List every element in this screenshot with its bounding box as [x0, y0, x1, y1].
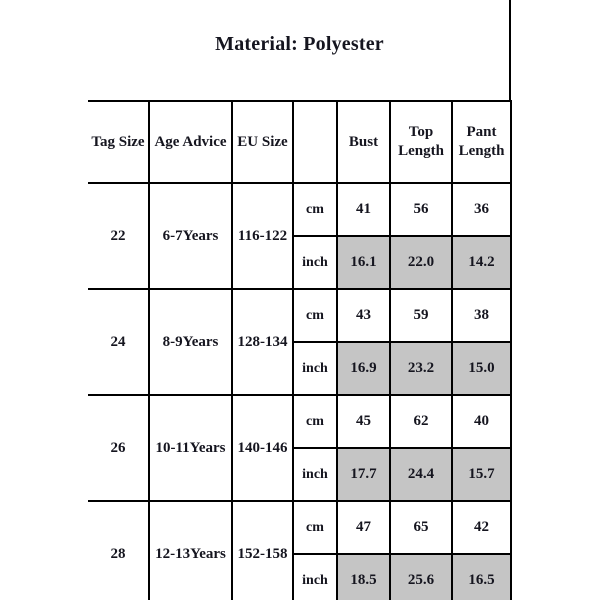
cell-bust-cm: 41 — [337, 183, 390, 236]
cell-bust-inch: 16.1 — [337, 236, 390, 289]
cell-top-length-inch: 25.6 — [390, 554, 452, 600]
header-row — [88, 101, 511, 183]
unit-label-cm: cm — [293, 501, 337, 554]
cell-eu-size: 128-134 — [232, 289, 293, 395]
col-header-bust: Bust — [337, 101, 390, 183]
cell-top-length-cm: 59 — [390, 289, 452, 342]
cell-bust-inch: 16.9 — [337, 342, 390, 395]
cell-age-advice: 12-13Years — [149, 501, 232, 600]
unit-label-inch: inch — [293, 554, 337, 600]
cell-eu-size: 140-146 — [232, 395, 293, 501]
cell-top-length-inch: 23.2 — [390, 342, 452, 395]
size-chart-table — [88, 100, 512, 600]
cell-bust-inch: 18.5 — [337, 554, 390, 600]
col-header-pant-length: Pant Length — [452, 101, 511, 183]
cell-pant-length-inch: 15.0 — [452, 342, 511, 395]
cell-age-advice: 8-9Years — [149, 289, 232, 395]
cell-tag-size: 26 — [88, 395, 149, 501]
cell-bust-cm: 47 — [337, 501, 390, 554]
cell-top-length-inch: 22.0 — [390, 236, 452, 289]
cell-tag-size: 24 — [88, 289, 149, 395]
unit-label-cm: cm — [293, 395, 337, 448]
table-row-24-cm — [88, 289, 511, 342]
cell-top-length-cm: 62 — [390, 395, 452, 448]
unit-label-cm: cm — [293, 183, 337, 236]
table-row-28-cm — [88, 501, 511, 554]
cell-age-advice: 10-11Years — [149, 395, 232, 501]
cell-age-advice: 6-7Years — [149, 183, 232, 289]
table-row-22-cm — [88, 183, 511, 236]
cell-bust-cm: 45 — [337, 395, 390, 448]
cell-top-length-cm: 56 — [390, 183, 452, 236]
col-header-tag-size: Tag Size — [88, 101, 149, 183]
cell-pant-length-inch: 16.5 — [452, 554, 511, 600]
cell-eu-size: 152-158 — [232, 501, 293, 600]
unit-label-inch: inch — [293, 236, 337, 289]
cell-top-length-inch: 24.4 — [390, 448, 452, 501]
cell-pant-length-cm: 40 — [452, 395, 511, 448]
cell-tag-size: 28 — [88, 501, 149, 600]
cell-pant-length-cm: 42 — [452, 501, 511, 554]
right-vertical-rule — [509, 0, 511, 102]
cell-pant-length-inch: 15.7 — [452, 448, 511, 501]
col-header-age-advice: Age Advice — [149, 101, 232, 183]
cell-eu-size: 116-122 — [232, 183, 293, 289]
page-title: Material: Polyester — [215, 33, 384, 55]
cell-bust-cm: 43 — [337, 289, 390, 342]
col-header-eu-size: EU Size — [232, 101, 293, 183]
col-header-unit-spacer — [293, 101, 337, 183]
cell-bust-inch: 17.7 — [337, 448, 390, 501]
cell-tag-size: 22 — [88, 183, 149, 289]
cell-top-length-cm: 65 — [390, 501, 452, 554]
cell-pant-length-cm: 36 — [452, 183, 511, 236]
col-header-top-length: Top Length — [390, 101, 452, 183]
cell-pant-length-inch: 14.2 — [452, 236, 511, 289]
unit-label-inch: inch — [293, 342, 337, 395]
table-row-26-cm — [88, 395, 511, 448]
unit-label-inch: inch — [293, 448, 337, 501]
unit-label-cm: cm — [293, 289, 337, 342]
cell-pant-length-cm: 38 — [452, 289, 511, 342]
